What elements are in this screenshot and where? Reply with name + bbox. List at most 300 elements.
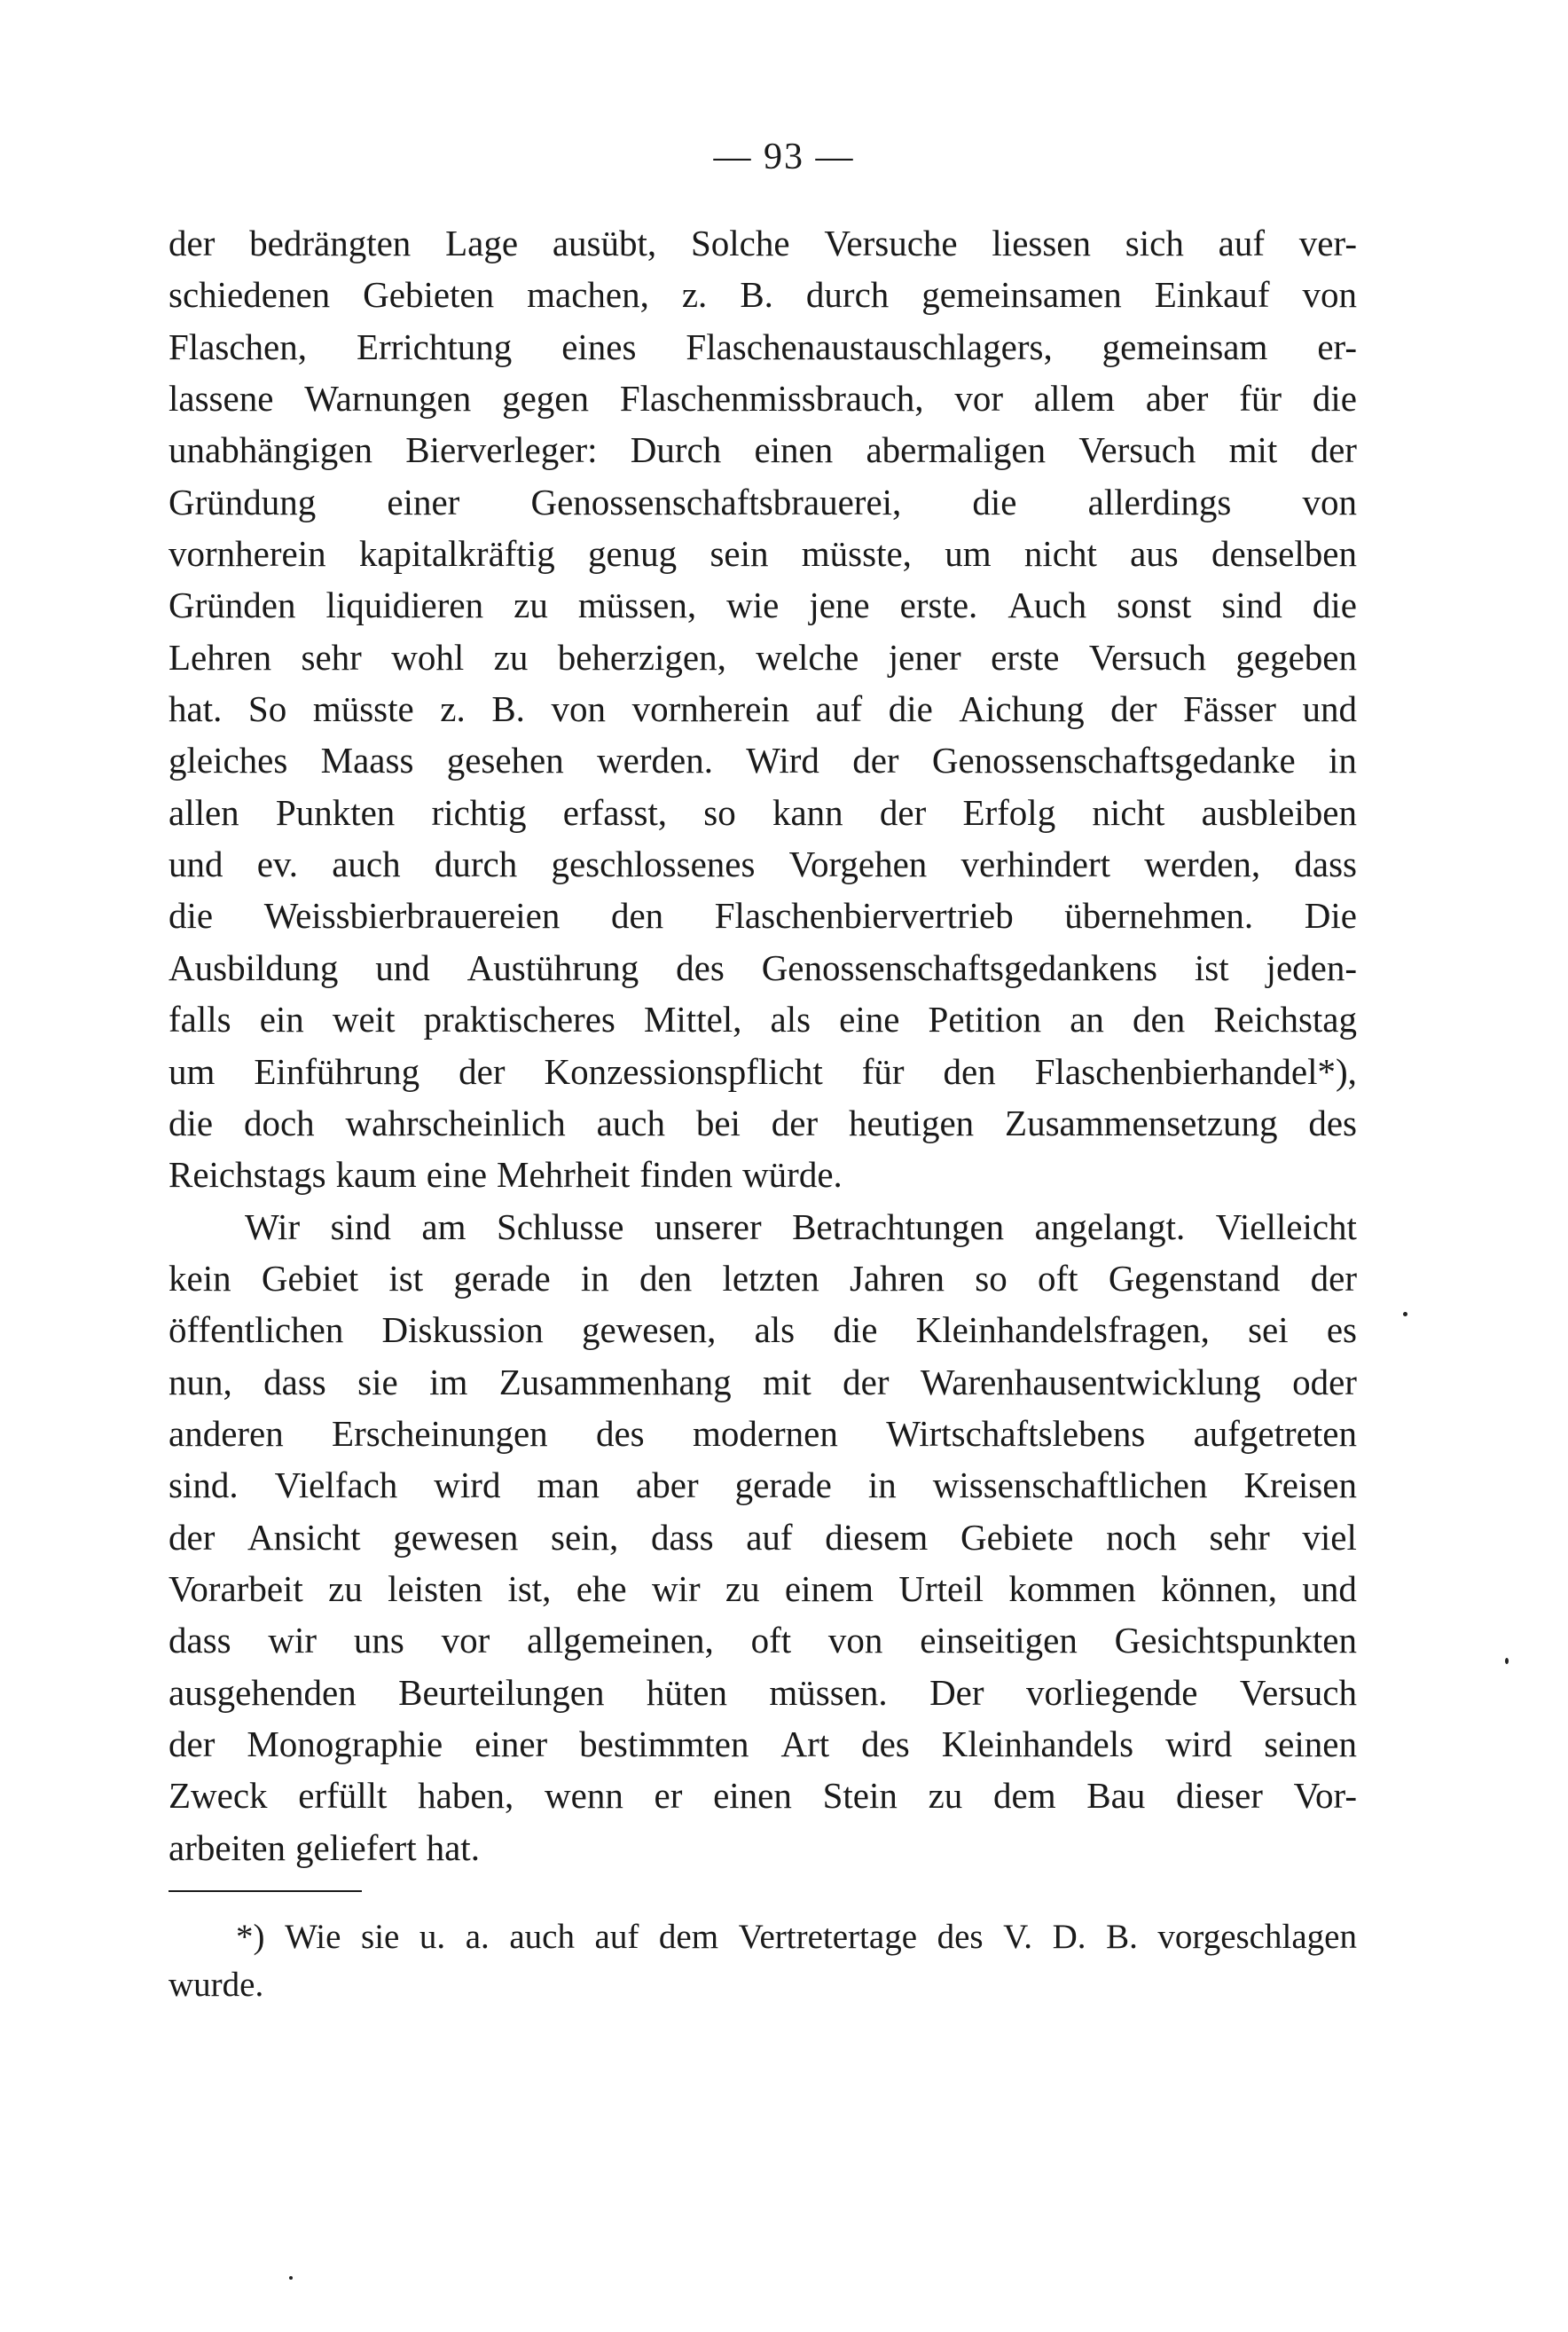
word: verhindert bbox=[960, 844, 1111, 885]
word: einem bbox=[784, 1567, 874, 1609]
word: Vertretertage bbox=[738, 1918, 918, 1956]
text-line bbox=[169, 1252, 1357, 1304]
text-line bbox=[169, 579, 1357, 631]
word: der bbox=[169, 1516, 216, 1558]
word: hat. bbox=[169, 688, 223, 730]
word: Warnungen bbox=[304, 378, 472, 420]
word: auch bbox=[332, 844, 401, 885]
word: sehr bbox=[301, 636, 362, 678]
word: genug bbox=[587, 533, 678, 575]
text-line bbox=[169, 424, 1357, 475]
word: dass bbox=[650, 1516, 714, 1558]
word: Warenhausentwicklung bbox=[920, 1361, 1261, 1402]
word: erste. bbox=[899, 585, 978, 626]
word: er bbox=[654, 1775, 683, 1817]
text-line bbox=[169, 1149, 1357, 1200]
word: mit bbox=[1228, 429, 1278, 471]
word: unserer bbox=[654, 1205, 762, 1247]
word: ausübt, bbox=[552, 223, 657, 263]
word: Genossenschaftsgedanke bbox=[931, 740, 1296, 781]
word: werden. bbox=[597, 740, 713, 781]
word: auf bbox=[815, 688, 863, 730]
word: gemeinsamen bbox=[921, 274, 1122, 316]
word: Flaschen, bbox=[169, 326, 307, 367]
word: der bbox=[169, 1723, 216, 1764]
word: erste bbox=[991, 636, 1060, 678]
word: in bbox=[867, 1464, 897, 1506]
word: Maass bbox=[320, 740, 414, 781]
word: Erfolg bbox=[962, 791, 1056, 833]
word: welche bbox=[756, 636, 859, 678]
word: Konzessionspflicht bbox=[544, 1050, 823, 1092]
word: Versuche bbox=[824, 223, 958, 263]
word: und bbox=[1302, 688, 1357, 730]
word: letzten bbox=[722, 1257, 819, 1299]
word: anderen bbox=[169, 1412, 284, 1454]
word: jener bbox=[888, 636, 961, 678]
text-line bbox=[169, 1822, 1357, 1873]
word: vornherein bbox=[169, 533, 326, 575]
word: finden bbox=[639, 1154, 733, 1196]
word: Urteil bbox=[898, 1567, 984, 1609]
text-line bbox=[169, 1770, 1357, 1821]
word: Versuch bbox=[1239, 1671, 1357, 1713]
word: eine bbox=[839, 999, 900, 1040]
word: den bbox=[1133, 999, 1186, 1040]
word: Einführung bbox=[254, 1050, 420, 1092]
word: ein bbox=[259, 999, 304, 1040]
word: auch bbox=[596, 1102, 665, 1143]
word: um bbox=[169, 1050, 216, 1092]
word: ver- bbox=[1298, 223, 1357, 263]
word: gemeinsam bbox=[1102, 326, 1268, 367]
word: mit bbox=[763, 1361, 811, 1402]
word: Erscheinungen bbox=[332, 1412, 548, 1454]
word: an bbox=[1070, 999, 1104, 1040]
text-line bbox=[169, 632, 1357, 683]
text-line bbox=[169, 1614, 1357, 1666]
word: Flaschenmissbrauch, bbox=[619, 378, 924, 420]
word: kapitalkräftig bbox=[358, 533, 555, 575]
word: zu bbox=[328, 1567, 363, 1609]
word: nicht bbox=[1023, 533, 1097, 575]
word: ausgehenden bbox=[169, 1671, 357, 1713]
word: zu bbox=[725, 1567, 760, 1609]
word: die bbox=[888, 688, 933, 730]
word: sein bbox=[710, 533, 769, 575]
word: viel bbox=[1302, 1516, 1357, 1558]
word: Errichtung bbox=[356, 326, 513, 367]
page-number: — 93 — bbox=[713, 137, 855, 177]
word: ist, bbox=[507, 1567, 552, 1609]
text-line bbox=[169, 1201, 1357, 1252]
word: öffentlichen bbox=[169, 1309, 344, 1351]
word: Zweck bbox=[169, 1775, 268, 1817]
word: ist bbox=[1194, 946, 1229, 988]
word: müssen, bbox=[577, 585, 697, 626]
word: allgemeinen, bbox=[527, 1620, 714, 1661]
word: sich bbox=[1125, 223, 1184, 263]
word: Lehren bbox=[169, 636, 272, 678]
word: dem bbox=[658, 1918, 719, 1956]
word: die bbox=[169, 1102, 214, 1143]
word: Petition bbox=[928, 999, 1042, 1040]
text-line bbox=[169, 993, 1357, 1045]
word: Diskussion bbox=[381, 1309, 544, 1351]
word: Monographie bbox=[247, 1723, 443, 1764]
word: liessen bbox=[992, 223, 1091, 263]
word: einer bbox=[474, 1723, 548, 1764]
word: wird bbox=[1165, 1723, 1233, 1764]
word: So bbox=[247, 688, 287, 730]
word: unabhängigen bbox=[169, 429, 372, 471]
word: vornherein bbox=[631, 688, 790, 730]
word: die bbox=[972, 481, 1017, 522]
word: sehr bbox=[1209, 1516, 1270, 1558]
word: müsste bbox=[312, 688, 414, 730]
word: geschlossenes bbox=[551, 844, 756, 885]
word: Bau bbox=[1086, 1775, 1146, 1817]
word: abermaligen bbox=[866, 429, 1047, 471]
word: hat. bbox=[426, 1826, 480, 1868]
scan-speck bbox=[1505, 1658, 1509, 1664]
word: dieser bbox=[1176, 1775, 1263, 1817]
word: Reichstag bbox=[1213, 999, 1357, 1040]
word: geliefert bbox=[295, 1826, 417, 1868]
footnote-line bbox=[169, 1961, 1357, 2009]
word: Weissbierbrauereien bbox=[263, 895, 561, 937]
word: von bbox=[1302, 274, 1357, 316]
text-line bbox=[169, 1408, 1357, 1459]
word: wenn bbox=[545, 1775, 623, 1817]
word: gegeben bbox=[1235, 636, 1357, 678]
word: als bbox=[770, 999, 811, 1040]
word: dass bbox=[169, 1620, 231, 1661]
text-line bbox=[169, 838, 1357, 890]
word: Fässer bbox=[1183, 688, 1276, 730]
scan-speck bbox=[1403, 1312, 1407, 1316]
word: Gründung bbox=[169, 481, 317, 522]
word: durch bbox=[434, 844, 518, 885]
word: um bbox=[945, 533, 992, 575]
word: Flaschenbiervertrieb bbox=[714, 895, 1014, 937]
word: Vorgehen bbox=[788, 844, 928, 885]
text-line bbox=[169, 476, 1357, 528]
text-line bbox=[169, 1097, 1357, 1149]
word: Ansicht bbox=[247, 1516, 361, 1558]
word: einseitigen bbox=[920, 1620, 1078, 1661]
word: V. bbox=[1003, 1918, 1033, 1956]
word: Bierverleger: bbox=[405, 429, 598, 471]
word: vorliegende bbox=[1025, 1671, 1198, 1713]
word: Schlusse bbox=[496, 1205, 624, 1247]
word: Reichstags bbox=[169, 1154, 326, 1196]
word: einen bbox=[754, 429, 834, 471]
paragraph bbox=[169, 1201, 1357, 1873]
word: die bbox=[1312, 585, 1357, 626]
text-line bbox=[169, 1356, 1357, 1408]
word: allem bbox=[1033, 378, 1115, 420]
word: Flaschenaustauschlagers, bbox=[686, 326, 1053, 367]
text-line bbox=[169, 528, 1357, 579]
word: von bbox=[827, 1620, 883, 1661]
word: müssen. bbox=[769, 1671, 888, 1713]
text-line bbox=[169, 373, 1357, 424]
word: heutigen bbox=[849, 1102, 975, 1143]
word: diesem bbox=[825, 1516, 929, 1558]
word: Kleinhandels bbox=[941, 1723, 1134, 1764]
word: *) bbox=[236, 1918, 265, 1956]
word: Lage bbox=[445, 223, 519, 263]
word: den bbox=[610, 895, 664, 937]
word: und bbox=[169, 844, 223, 885]
word: den bbox=[943, 1050, 996, 1092]
word: wurde. bbox=[169, 1966, 264, 2004]
word: dem bbox=[993, 1775, 1056, 1817]
word: kein bbox=[169, 1257, 231, 1299]
word: in bbox=[1329, 740, 1357, 781]
word: müsste, bbox=[801, 533, 912, 575]
word: Stein bbox=[822, 1775, 898, 1817]
word: sind bbox=[330, 1205, 391, 1247]
word: allerdings bbox=[1087, 481, 1232, 522]
word: B. bbox=[740, 274, 773, 316]
word: z. bbox=[681, 274, 708, 316]
word: gewesen, bbox=[581, 1309, 717, 1351]
word: uns bbox=[353, 1620, 404, 1661]
word: Vielleicht bbox=[1215, 1205, 1357, 1247]
word: der bbox=[879, 791, 927, 833]
word: so bbox=[975, 1257, 1007, 1299]
word: sein, bbox=[551, 1516, 619, 1558]
word: Genossenschaftsgedankens bbox=[761, 946, 1158, 988]
word: Der bbox=[929, 1671, 984, 1713]
word: wohl bbox=[391, 636, 465, 678]
text-line bbox=[169, 1563, 1357, 1614]
word: Gesichtspunkten bbox=[1114, 1620, 1357, 1661]
text-line bbox=[169, 1667, 1357, 1718]
word: leisten bbox=[388, 1567, 483, 1609]
word: bestimmten bbox=[579, 1723, 749, 1764]
word: einer bbox=[387, 481, 460, 522]
word: so bbox=[703, 791, 736, 833]
word: doch bbox=[243, 1102, 315, 1143]
word: sind bbox=[1221, 585, 1282, 626]
word: gerade bbox=[734, 1464, 832, 1506]
word: ist bbox=[388, 1257, 424, 1299]
word: eines bbox=[561, 326, 637, 367]
word: der bbox=[771, 1102, 819, 1143]
word: Wir bbox=[245, 1205, 301, 1247]
word: Gebiete bbox=[960, 1516, 1074, 1558]
word: es bbox=[1326, 1309, 1357, 1351]
word: bei bbox=[695, 1102, 741, 1143]
word: aufgetreten bbox=[1193, 1412, 1357, 1454]
word: aber bbox=[1145, 378, 1209, 420]
word: praktischeres bbox=[423, 999, 615, 1040]
word: als bbox=[754, 1309, 796, 1351]
word: modernen bbox=[692, 1412, 838, 1454]
word: Auch bbox=[1007, 585, 1087, 626]
body-text bbox=[169, 217, 1357, 1873]
word: in bbox=[580, 1257, 609, 1299]
word: Art bbox=[780, 1723, 830, 1764]
word: oder bbox=[1292, 1361, 1357, 1402]
word: des bbox=[1308, 1102, 1357, 1143]
text-line bbox=[169, 683, 1357, 734]
word: sind. bbox=[169, 1464, 239, 1506]
word: Vielfach bbox=[274, 1464, 398, 1506]
word: liquidieren bbox=[325, 585, 484, 626]
word: hüten bbox=[646, 1671, 727, 1713]
word: Mittel, bbox=[643, 999, 742, 1040]
word: Betrachtungen bbox=[792, 1205, 1005, 1247]
word: Einkauf bbox=[1154, 274, 1270, 316]
word: Wirtschaftslebens bbox=[886, 1412, 1146, 1454]
word: aus bbox=[1130, 533, 1179, 575]
word: des bbox=[861, 1723, 910, 1764]
word: vor bbox=[954, 378, 1004, 420]
word: Gründen bbox=[169, 585, 296, 626]
word: denselben bbox=[1211, 533, 1357, 575]
text-line bbox=[169, 269, 1357, 320]
word: Austührung bbox=[466, 946, 639, 988]
word: würde. bbox=[742, 1154, 843, 1196]
word: vorgeschlagen bbox=[1157, 1918, 1357, 1956]
word: Durch bbox=[630, 429, 722, 471]
word: jeden- bbox=[1266, 946, 1357, 988]
word: Versuch bbox=[1078, 429, 1196, 471]
word: der bbox=[459, 1050, 506, 1092]
word: Zusammenhang bbox=[498, 1361, 732, 1402]
word: übernehmen. bbox=[1064, 895, 1254, 937]
word: allen bbox=[169, 791, 239, 833]
word: gerade bbox=[453, 1257, 551, 1299]
paragraph bbox=[169, 217, 1357, 1201]
word: den bbox=[639, 1257, 693, 1299]
word: zu bbox=[928, 1775, 963, 1817]
word: zu bbox=[493, 636, 529, 678]
word: der bbox=[843, 1361, 890, 1402]
word: und bbox=[1302, 1567, 1357, 1609]
word: gleiches bbox=[169, 740, 288, 781]
word: die bbox=[833, 1309, 878, 1351]
word: lassene bbox=[169, 378, 274, 420]
word: kann bbox=[772, 791, 843, 833]
word: Kleinhandelsfragen, bbox=[915, 1309, 1210, 1351]
word: Gegenstand bbox=[1108, 1257, 1281, 1299]
word: nun, bbox=[169, 1361, 232, 1402]
text-line bbox=[169, 217, 1357, 269]
word: für bbox=[1239, 378, 1282, 420]
word: erfasst, bbox=[562, 791, 668, 833]
word: vor bbox=[441, 1620, 490, 1661]
word: auf bbox=[1218, 223, 1265, 263]
word: können, bbox=[1161, 1567, 1278, 1609]
word: Vor- bbox=[1293, 1775, 1357, 1817]
word: am bbox=[421, 1205, 466, 1247]
word: wird bbox=[434, 1464, 501, 1506]
word: Punkten bbox=[275, 791, 396, 833]
word: sei bbox=[1248, 1309, 1289, 1351]
word: Beurteilungen bbox=[398, 1671, 605, 1713]
word: Aichung bbox=[959, 688, 1085, 730]
word: von bbox=[551, 688, 607, 730]
word: richtig bbox=[431, 791, 527, 833]
word: wir bbox=[268, 1620, 318, 1661]
word: aber bbox=[636, 1464, 699, 1506]
word: Zusammensetzung bbox=[1005, 1102, 1278, 1143]
word: Kreisen bbox=[1243, 1464, 1357, 1506]
word: Solche bbox=[690, 223, 790, 263]
word: sonst bbox=[1117, 585, 1192, 626]
word: falls bbox=[169, 999, 231, 1040]
text-line bbox=[169, 1459, 1357, 1511]
word: der bbox=[1310, 1257, 1357, 1299]
word: der bbox=[169, 223, 216, 263]
word: im bbox=[429, 1361, 468, 1402]
word: die bbox=[169, 895, 214, 937]
word: wie bbox=[726, 585, 780, 626]
word: D. bbox=[1052, 1918, 1086, 1956]
word: B. bbox=[1106, 1918, 1138, 1956]
word: dass bbox=[1294, 844, 1357, 885]
word: durch bbox=[805, 274, 890, 316]
word: Flaschenbierhandel*), bbox=[1034, 1050, 1357, 1092]
word: oft bbox=[1038, 1257, 1078, 1299]
word: man bbox=[537, 1464, 600, 1506]
word: dass bbox=[263, 1361, 326, 1402]
word: a. bbox=[465, 1918, 490, 1956]
word: B. bbox=[491, 688, 525, 730]
word: schiedenen bbox=[169, 274, 331, 316]
word: seinen bbox=[1264, 1723, 1357, 1764]
text-line bbox=[169, 942, 1357, 993]
word: wir bbox=[651, 1567, 701, 1609]
word: ehe bbox=[576, 1567, 627, 1609]
text-line bbox=[169, 890, 1357, 941]
text-line bbox=[169, 1718, 1357, 1770]
word: Versuch bbox=[1088, 636, 1206, 678]
word: Gebiet bbox=[261, 1257, 359, 1299]
word: Gebieten bbox=[363, 274, 495, 316]
text-line bbox=[169, 787, 1357, 838]
word: ev. bbox=[256, 844, 299, 885]
word: er- bbox=[1317, 326, 1357, 367]
word: der bbox=[1110, 688, 1157, 730]
word: nicht bbox=[1092, 791, 1165, 833]
word: die bbox=[1312, 378, 1357, 420]
word: des bbox=[595, 1412, 645, 1454]
text-line bbox=[169, 1511, 1357, 1563]
word: z. bbox=[440, 688, 466, 730]
word: u. bbox=[419, 1918, 446, 1956]
word: von bbox=[1302, 481, 1357, 522]
word: auf bbox=[746, 1516, 793, 1558]
word: machen, bbox=[527, 274, 649, 316]
word: Mehrheit bbox=[497, 1154, 631, 1196]
word: angelangt. bbox=[1034, 1205, 1186, 1247]
word: Genossenschaftsbrauerei, bbox=[530, 481, 902, 522]
word: und bbox=[375, 946, 430, 988]
word: wahrscheinlich bbox=[345, 1102, 566, 1143]
word: weit bbox=[332, 999, 396, 1040]
word: der bbox=[852, 740, 899, 781]
scan-speck bbox=[289, 2276, 293, 2280]
word: des bbox=[937, 1918, 984, 1956]
word: Die bbox=[1304, 895, 1357, 937]
word: gegen bbox=[502, 378, 589, 420]
